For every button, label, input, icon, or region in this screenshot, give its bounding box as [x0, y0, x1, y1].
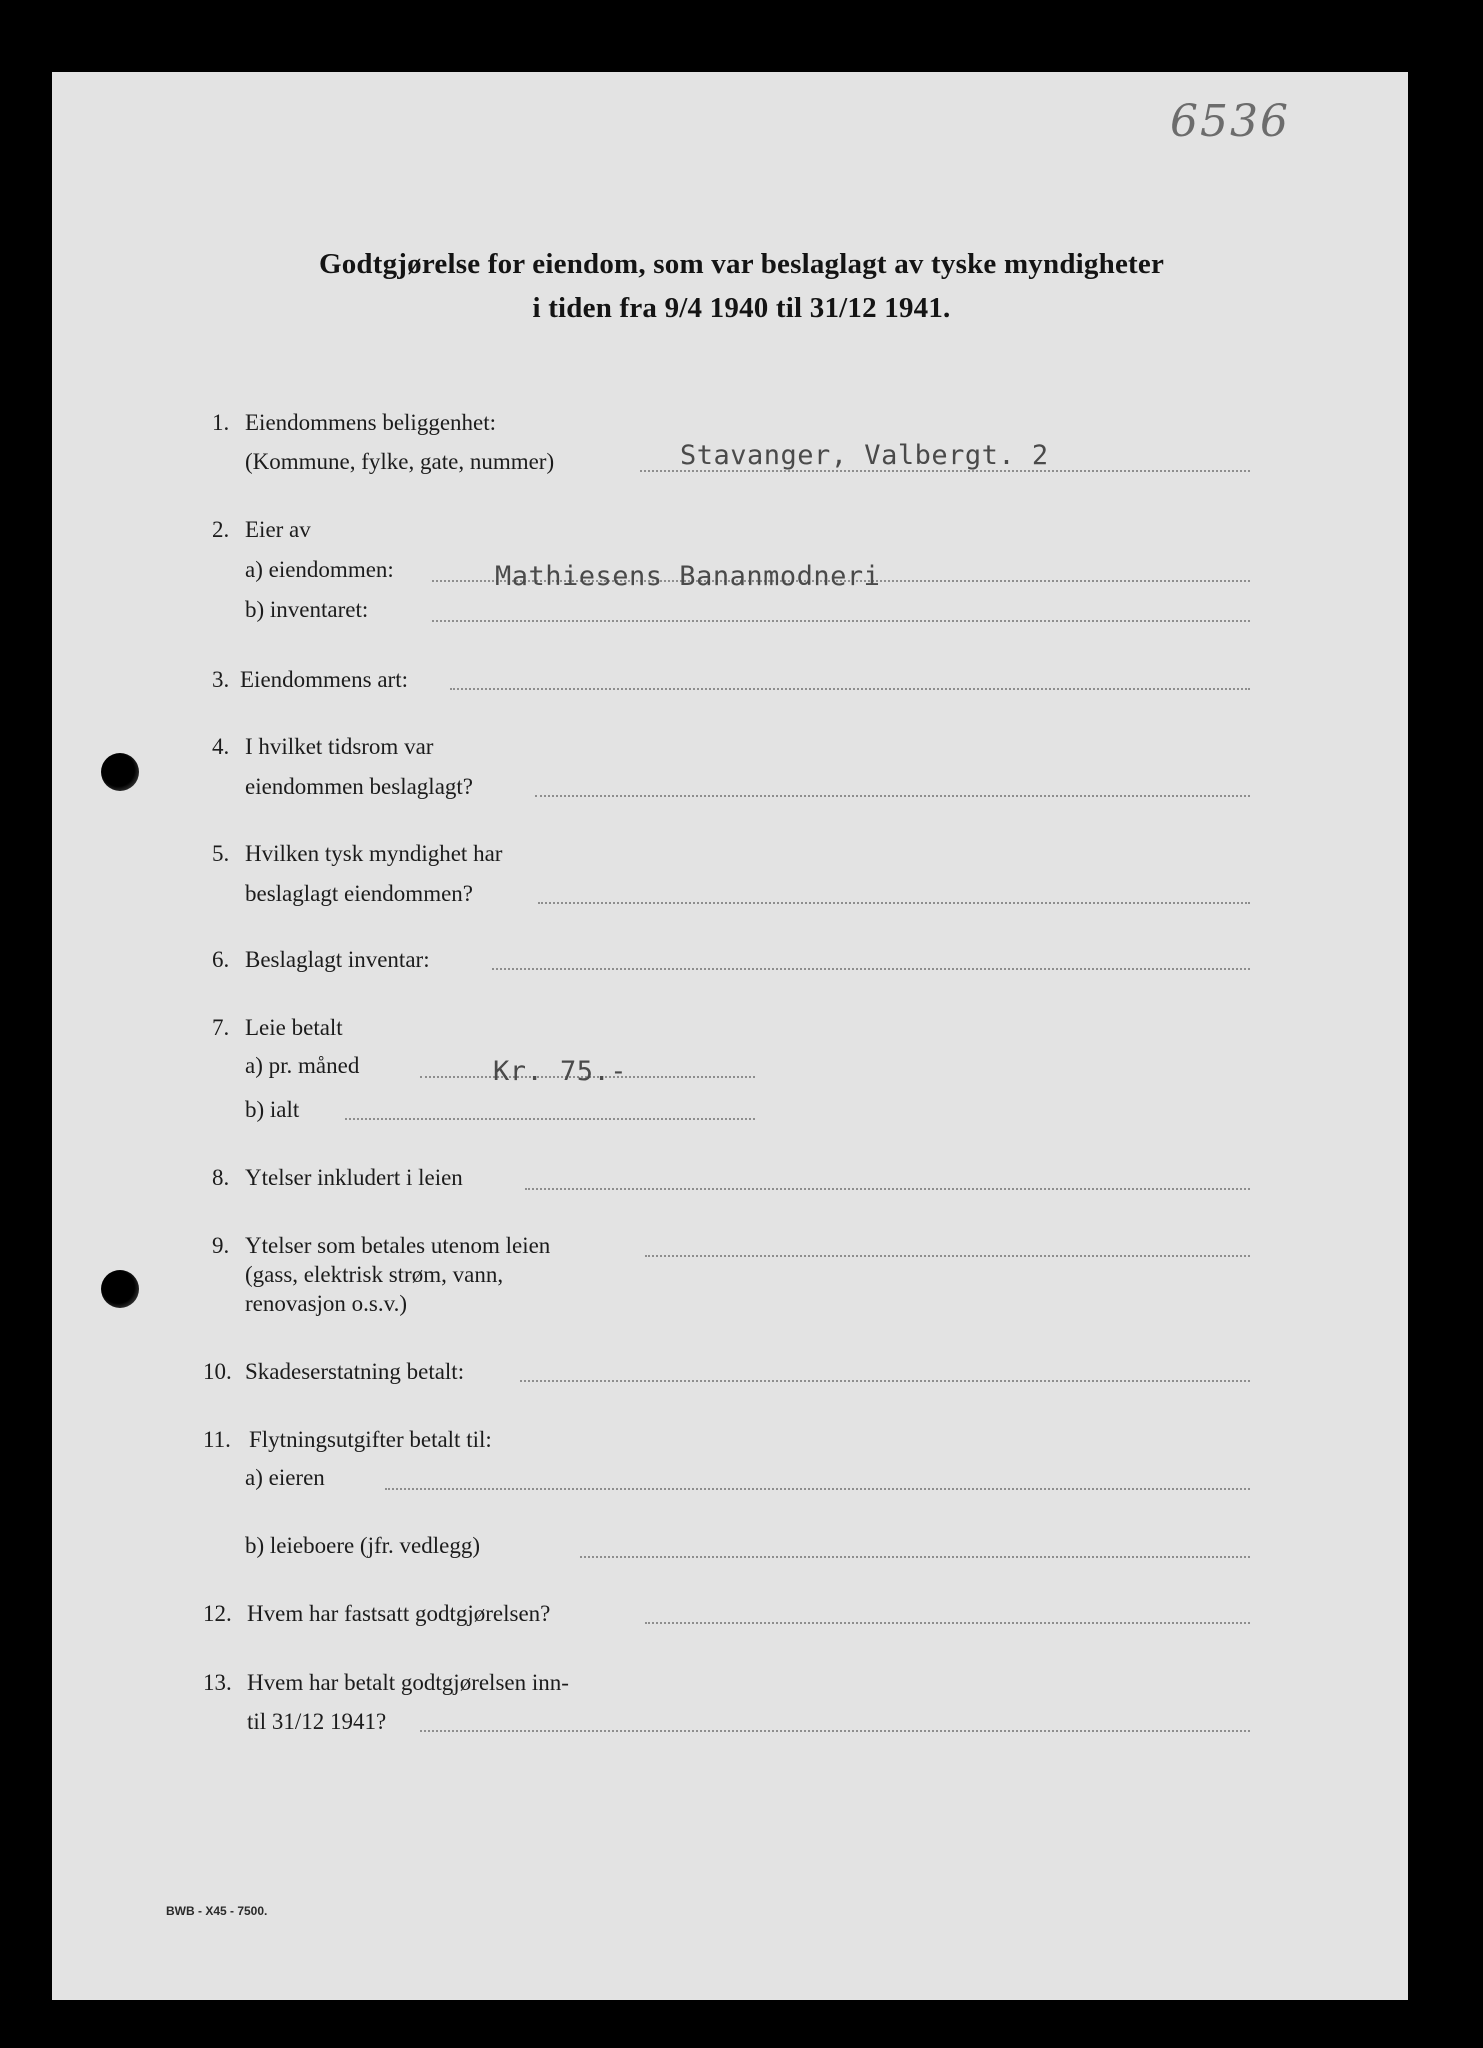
q9-hint: (gass, elektrisk strøm, vann, — [245, 1262, 504, 1287]
q7a-answer: Kr. 75.- — [493, 1056, 628, 1087]
q8-answer-line — [525, 1188, 1250, 1190]
q1-label: Eiendommens beliggenhet: — [245, 410, 497, 435]
q13-label-cont: til 31/12 1941? — [247, 1709, 387, 1734]
q7-number: 7. — [212, 1015, 230, 1040]
q13-answer-line — [420, 1730, 1250, 1732]
q2-number: 2. — [212, 517, 230, 542]
q11a-label: a) eieren — [245, 1465, 325, 1490]
q1-number: 1. — [212, 410, 230, 435]
punch-hole-bottom — [101, 1270, 139, 1308]
q3-answer-line — [450, 688, 1250, 690]
q1-answer: Stavanger, Valbergt. 2 — [680, 440, 1049, 471]
q2b-label: b) inventaret: — [245, 597, 369, 622]
q9-label: Ytelser som betales utenom leien — [245, 1233, 551, 1258]
q11-number: 11. — [203, 1427, 231, 1452]
q12-number: 12. — [203, 1601, 232, 1626]
punch-hole-top — [101, 753, 139, 791]
q6-number: 6. — [212, 947, 230, 972]
q11-label: Flytningsutgifter betalt til: — [249, 1427, 492, 1452]
q8-label: Ytelser inkludert i leien — [245, 1165, 463, 1190]
q4-label-cont: eiendommen beslaglagt? — [245, 774, 474, 799]
q2b-answer-line — [432, 620, 1250, 622]
form-title-line-1: Godtgjørelse for eiendom, som var beslaglagt av tyske myndigheter — [318, 248, 1165, 280]
q2-label: Eier av — [245, 517, 311, 542]
q12-answer-line — [645, 1622, 1250, 1624]
q7b-label: b) ialt — [245, 1097, 300, 1122]
q5-label-cont: beslaglagt eiendommen? — [245, 881, 474, 906]
q13-label: Hvem har betalt godtgjørelsen inn- — [247, 1670, 569, 1695]
q3-label: Eiendommens art: — [240, 667, 408, 692]
q4-label: I hvilket tidsrom var — [245, 734, 434, 759]
q10-answer-line — [520, 1380, 1250, 1382]
q9-answer-line — [645, 1255, 1250, 1257]
q7-label: Leie betalt — [245, 1015, 343, 1040]
q10-number: 10. — [203, 1359, 232, 1384]
q7a-label: a) pr. måned — [245, 1053, 360, 1078]
q10-label: Skadeserstatning betalt: — [245, 1359, 465, 1384]
q2a-answer: Mathiesens Bananmodneri — [495, 561, 881, 592]
q11a-answer-line — [385, 1488, 1250, 1490]
q3-number: 3. — [212, 667, 230, 692]
q2a-label: a) eiendommen: — [245, 557, 394, 582]
form-title-line-2: i tiden fra 9/4 1940 til 31/12 1941. — [532, 292, 951, 324]
q11b-answer-line — [580, 1556, 1250, 1558]
q13-number: 13. — [203, 1670, 232, 1695]
q12-label: Hvem har fastsatt godtgjørelsen? — [247, 1601, 551, 1626]
printer-code: BWB - X45 - 7500. — [166, 1904, 268, 1918]
q8-number: 8. — [212, 1165, 230, 1190]
q4-answer-line — [535, 795, 1250, 797]
q6-answer-line — [492, 968, 1250, 970]
q1-hint: (Kommune, fylke, gate, nummer) — [245, 449, 555, 474]
q5-number: 5. — [212, 841, 230, 866]
q9-hint-cont: renovasjon o.s.v.) — [245, 1291, 408, 1316]
archive-number-stamp: 6536 — [1170, 96, 1290, 147]
q5-label: Hvilken tysk myndighet har — [245, 841, 503, 866]
q7b-answer-line — [345, 1118, 755, 1120]
q9-number: 9. — [212, 1233, 230, 1258]
q4-number: 4. — [212, 734, 230, 759]
q6-label: Beslaglagt inventar: — [245, 947, 430, 972]
q11b-label: b) leieboere (jfr. vedlegg) — [245, 1533, 480, 1558]
q5-answer-line — [538, 902, 1250, 904]
